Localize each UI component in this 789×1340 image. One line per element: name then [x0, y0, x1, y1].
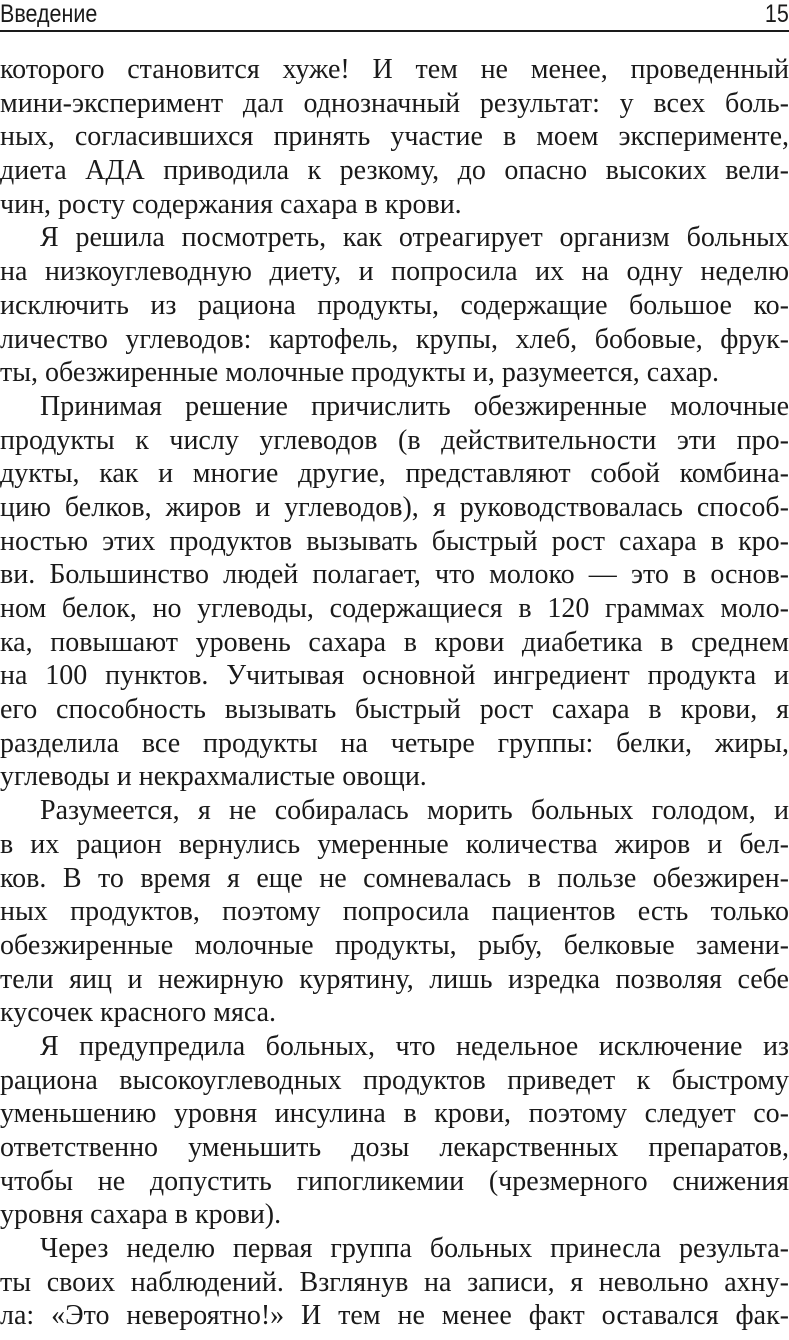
paragraph — [0, 53, 789, 221]
paragraph — [0, 794, 789, 1030]
text-line: мини-эксперимент дал однозначный результат: у всех боль- — [0, 87, 789, 119]
paragraph — [0, 221, 789, 389]
body-text — [0, 53, 789, 1333]
text-line: диета АДА приводила к резкому, до опасно высоких вели- — [0, 155, 789, 187]
paragraph — [0, 390, 789, 794]
text-line: на низкоуглеводную диету, и попросила их на одну неделю — [0, 256, 789, 288]
text-line: ка, повышают уровень сахара в крови диабетика в среднем — [0, 626, 789, 658]
text-line: ты своих наблюдений. Взглянув на записи, я невольно ахну- — [0, 1266, 789, 1298]
text-line: дукты, как и многие другие, представляют собой комбина- — [0, 458, 789, 490]
text-line: ков. В то время я еще не сомневалась в пользе обезжирен- — [0, 862, 789, 894]
text-line: рациона высокоуглеводных продуктов приведет к быстрому — [0, 1064, 789, 1096]
paragraph — [0, 1232, 789, 1333]
text-line: уровня сахара в крови). — [0, 1199, 282, 1231]
text-line: Я предупредила больных, что недельное исключение из — [40, 1030, 789, 1062]
page-number: 15 — [765, 0, 789, 28]
text-line: исключить из рациона продукты, содержащие большое ко- — [0, 289, 789, 321]
text-line: Разумеется, я не собиралась морить больных голодом, и — [40, 795, 789, 827]
text-line: чтобы не допустить гипогликемии (чрезмерного снижения — [0, 1165, 789, 1197]
text-line: углеводы и некрахмалистые овощи. — [0, 761, 427, 793]
text-line: Я решила посмотреть, как отреагирует организм больных — [40, 222, 789, 254]
text-line: кусочек красного мяса. — [0, 997, 277, 1029]
text-line: на 100 пунктов. Учитывая основной ингредиент продукта и — [0, 660, 789, 692]
text-line: в их рацион вернулись умеренные количества жиров и бел- — [0, 828, 789, 860]
text-line: чин, росту содержания сахара в крови. — [0, 188, 462, 220]
section-title: Введение — [0, 0, 98, 28]
running-head — [0, 0, 789, 32]
text-line: которого становится хуже! И тем не менее, проведенный — [0, 54, 789, 85]
text-line: его способность вызывать быстрый рост сахара в крови, я — [0, 694, 789, 726]
paragraph — [0, 1030, 789, 1232]
text-line: ных, согласившихся принять участие в моем эксперименте, — [0, 121, 789, 153]
text-line: ты, обезжиренные молочные продукты и, разумеется, сахар. — [0, 357, 720, 389]
text-line: тели яиц и нежирную курятину, лишь изредка позволяя себе — [0, 963, 789, 995]
text-line: ответственно уменьшить дозы лекарственных препаратов, — [0, 1132, 789, 1163]
text-line: ла: «Это невероятно!» И тем не менее факт оставался фак- — [0, 1300, 789, 1332]
text-line: цию белков, жиров и углеводов), я руководствовалась способ- — [0, 491, 789, 523]
text-line: продукты к числу углеводов (в действительности эти про- — [0, 424, 789, 456]
text-line: Через неделю первая группа больных принесла результа- — [40, 1233, 789, 1265]
text-line: обезжиренные молочные продукты, рыбу, белковые замени- — [0, 929, 789, 961]
text-line: ном белок, но углеводы, содержащиеся в 120 граммах моло- — [0, 593, 789, 624]
text-line: разделила все продукты на четыре группы: белки, жиры, — [0, 727, 789, 759]
text-line: ностью этих продуктов вызывать быстрый рост сахара в кро- — [0, 525, 789, 557]
text-line: Принимая решение причислить обезжиренные молочные — [40, 390, 789, 422]
text-line: ных продуктов, поэтому попросила пациентов есть только — [0, 896, 789, 928]
text-line: личество углеводов: картофель, крупы, хлеб, бобовые, фрук- — [0, 323, 789, 355]
text-line: уменьшению уровня инсулина в крови, поэтому следует со- — [0, 1098, 789, 1130]
text-line: ви. Большинство людей полагает, что молоко — это в основ- — [0, 559, 789, 591]
